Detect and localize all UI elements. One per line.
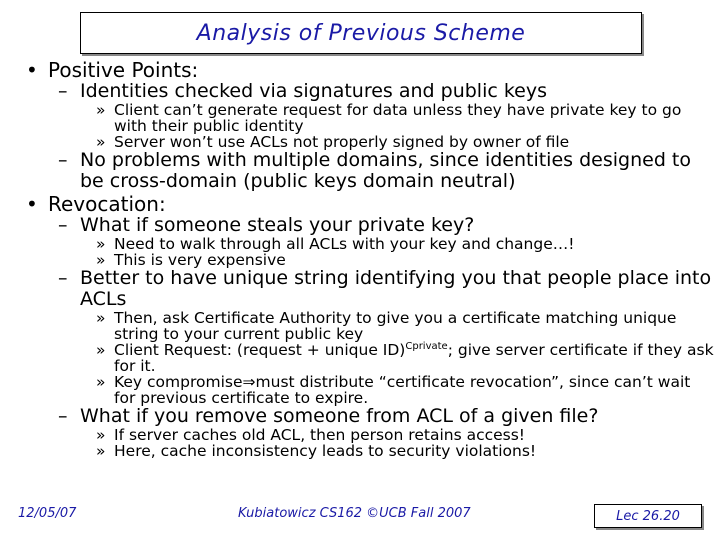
bullet-marker: • <box>26 192 38 216</box>
chevron-marker: » <box>96 235 106 253</box>
dash-marker: – <box>58 267 68 289</box>
bullet-then-ask-ca: » Then, ask Certificate Authority to give you a certificate matching unique string to your current public key <box>96 309 677 343</box>
chevron-marker: » <box>96 309 106 327</box>
bullet-positive-points: • Positive Points: <box>26 58 199 82</box>
bullet-client-request: » Client Request: (request + unique ID)$^{Cprivate}$; give server certificate if they ask for it. <box>96 340 714 375</box>
chevron-marker: » <box>96 251 106 269</box>
bullet-no-problems: – No problems with multiple domains, since identities designed to be cross-domain (public keys domain neutral) <box>58 149 691 192</box>
slide-title: Analysis of Previous Scheme <box>196 20 526 46</box>
bullet-better-unique-string: – Better to have unique string identifying you that people place into ACLs <box>58 267 712 310</box>
bullet-steals-key: – What if someone steals your private key? <box>58 214 475 236</box>
superscript-cprivate: Cprivate <box>405 340 448 352</box>
chevron-marker: » <box>96 426 106 444</box>
chevron-marker: » <box>96 341 106 359</box>
chevron-marker: » <box>96 442 106 460</box>
footer-course: Kubiatowicz CS162 ©UCB Fall 2007 <box>238 506 471 521</box>
chevron-marker: » <box>96 101 106 119</box>
bullet-marker: • <box>26 58 38 82</box>
chevron-marker: » <box>96 133 106 151</box>
bullet-expensive: » This is very expensive <box>96 251 286 269</box>
dash-marker: – <box>58 214 68 236</box>
bullet-identities-checked: – Identities checked via signatures and public keys <box>58 80 548 102</box>
footer-lecture-number: Lec 26.20 <box>594 504 702 528</box>
bullet-client-cant-generate: » Client can’t generate request for data unless they have private key to go with their public identity <box>96 101 682 135</box>
dash-marker: – <box>58 80 68 102</box>
implies-arrow-icon: ⇒ <box>242 373 256 391</box>
bullet-key-compromise: » Key compromise⇒must distribute “certificate revocation”, since can’t wait for previous certificate to expire. <box>96 373 691 407</box>
title-box <box>80 12 642 54</box>
footer-date: 12/05/07 <box>18 506 77 521</box>
slide-content <box>26 58 716 459</box>
bullet-cache-inconsistency: » Here, cache inconsistency leads to security violations! <box>96 442 537 460</box>
bullet-server-caches: » If server caches old ACL, then person retains access! <box>96 426 526 444</box>
chevron-marker: » <box>96 373 106 391</box>
bullet-server-wont-use: » Server won’t use ACLs not properly signed by owner of file <box>96 133 570 151</box>
bullet-remove-from-acl: – What if you remove someone from ACL of a given file? <box>58 405 599 427</box>
bullet-revocation: • Revocation: <box>26 192 166 216</box>
dash-marker: – <box>58 149 68 171</box>
dash-marker: – <box>58 405 68 427</box>
bullet-need-walk: » Need to walk through all ACLs with your key and change…! <box>96 235 575 253</box>
